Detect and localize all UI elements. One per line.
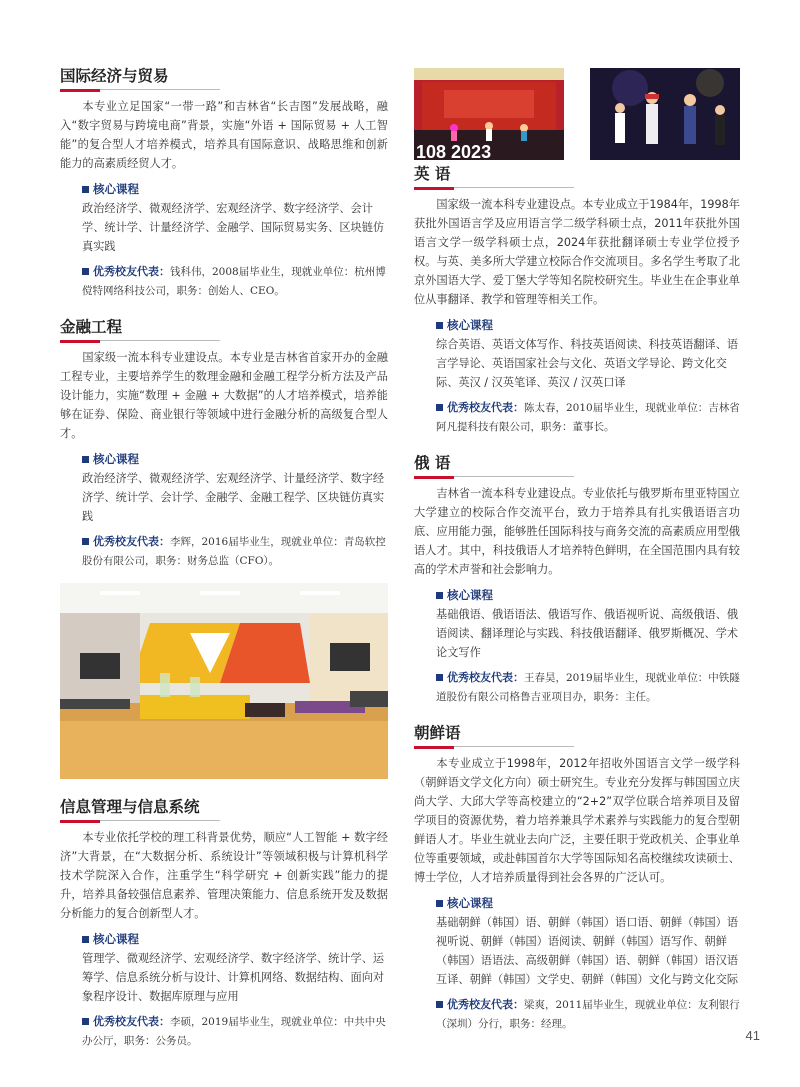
- page-number: 41: [745, 1028, 760, 1043]
- title-underline-accent: [414, 187, 454, 190]
- title-underline-accent: [60, 820, 100, 823]
- stage-banner-text: 108 2023: [416, 142, 492, 160]
- section-intro: 国家级一流本科专业建设点。本专业是吉林省首家开办的金融工程专业，主要培养学生的数理金融和金融工程学分析方法及产品设计能力，实施“数理 + 金融 + 大数据”的人才培养模式，培养能够在证券、保险、商业银行等领域中进行金融分析的高级复合型人才。: [60, 351, 388, 440]
- courses-heading: [436, 895, 740, 911]
- section-title-text: 英 语: [414, 165, 451, 183]
- courses-heading: [436, 317, 740, 333]
- square-bullet-icon: [82, 456, 89, 463]
- alumni-text: 李硕，2019届毕业生，现就业单位：中共中央办公厅，职务：公务员。: [82, 1016, 386, 1047]
- alumni-label: 优秀校友代表：: [93, 535, 170, 548]
- square-bullet-icon: [82, 186, 89, 193]
- alumni-text: 王春昊，2019届毕业生，现就业单位：中铁隧道股份有限公司格鲁吉亚项目办，职务：主任。: [436, 672, 740, 703]
- alumni-text: 李辉，2016届毕业生，现就业单位：青岛软控股份有限公司，职务：财务总监（CFO）。: [82, 536, 386, 567]
- courses-heading: [82, 451, 388, 467]
- title-underline-rule: [100, 340, 220, 341]
- square-bullet-icon: [436, 1001, 443, 1008]
- courses-list: 基础朝鲜（韩国）语、朝鲜（韩国）语口语、朝鲜（韩国）语视听说、朝鲜（韩国）语阅读、朝鲜（韩国）语写作、朝鲜（韩国）语语法、高级朝鲜（韩国）语、朝鲜（韩国）语汉语互译、朝鲜（韩国）文学史、朝鲜（韩国）文化与跨文化交际: [436, 916, 739, 986]
- alumni-line: [60, 1012, 388, 1051]
- title-underline-rule: [454, 187, 574, 188]
- section-intro: 国家级一流本科专业建设点。本专业成立于1984年，1998年获批外国语言学及应用语言学二级学科硕士点，2011年获批外国语言文学一级学科硕士点，2024年获批翻译硕士专业学位授予权。与英、美多所大学建立校际合作交流项目。多名学生考取了北京外国语大学、爱丁堡大学等知名院校研究生。毕业生在企事业单位从事翻译、教学和管理等相关工作。: [414, 198, 740, 306]
- section-intro: 吉林省一流本科专业建设点。专业依托与俄罗斯布里亚特国立大学建立的校际合作交流平台，致力于培养具有扎实俄语语言功底、应用能力强，能够胜任国际科技与商务交流的高素质应用型俄语人才。其中，科技俄语人才培养特色鲜明，在全国范围内具有较高的学术声誉和社会影响力。: [414, 487, 740, 576]
- square-bullet-icon: [436, 592, 443, 599]
- courses-heading: [82, 181, 388, 197]
- title-underline-rule: [100, 820, 220, 821]
- section-title: [414, 160, 454, 187]
- alumni-line: [414, 668, 740, 707]
- section-international-trade: [60, 64, 388, 301]
- courses-heading: [436, 587, 740, 603]
- section-title: [60, 795, 200, 820]
- courses-label: 核心课程: [447, 896, 493, 910]
- classroom-photo: [60, 583, 388, 779]
- courses-heading: [82, 931, 388, 947]
- courses-label: 核心课程: [93, 182, 139, 196]
- courses-list: 政治经济学、微观经济学、宏观经济学、数字经济学、会计学、统计学、计量经济学、金融学、国际贸易实务、区块链仿真实践: [82, 202, 385, 253]
- courses-label: 核心课程: [447, 318, 493, 332]
- section-title-text: 金融工程: [60, 318, 123, 336]
- section-title-text: 俄 语: [414, 454, 451, 472]
- title-underline-accent: [60, 89, 100, 92]
- alumni-label: 优秀校友代表：: [447, 401, 524, 414]
- alumni-label: 优秀校友代表：: [447, 998, 524, 1011]
- section-title: [60, 64, 169, 89]
- section-intro: 本专业立足国家“一带一路”和吉林省“长吉图”发展战略，融入“数字贸易与跨境电商”背景，实施“外语 + 国际贸易 + 人工智能”的复合型人才培养模式，培养具有国际意识、战略思维和创新能力的高素质经贸人才。: [60, 100, 388, 170]
- singers-photo: [590, 68, 740, 160]
- square-bullet-icon: [82, 1018, 89, 1025]
- title-underline-rule: [100, 89, 220, 90]
- alumni-label: 优秀校友代表：: [93, 265, 170, 278]
- courses-list: 基础俄语、俄语语法、俄语写作、俄语视听说、高级俄语、俄语阅读、翻译理论与实践、科技俄语翻译、俄罗斯概况、学术论文写作: [436, 608, 739, 659]
- section-intro: 本专业依托学校的理工科背景优势，顺应“人工智能 + 数字经济”大背景，在“大数据分析、系统设计”等领域积极与计算机科学技术学院深入合作，注重学生“科学研究 + 创新实践”能力的提升，培养具备较强信息素养、管理决策能力、信息系统开发及数据分析能力的复合创新型人才。: [60, 831, 388, 920]
- section-title: [414, 721, 461, 746]
- alumni-label: 优秀校友代表：: [93, 1015, 170, 1028]
- title-underline-accent: [414, 746, 454, 749]
- right-column: [414, 160, 740, 1034]
- section-intro: 本专业成立于1998年，2012年招收外国语言文学一级学科（朝鲜语文学文化方向）硕士研究生。专业充分发挥与韩国国立庆尚大学、大邱大学等高校建立的“2+2”双学位联合培养项目及留学项目的资源优势，着力培养兼具学术素养与实践能力的复合型朝鲜语人才。毕业生就业去向广泛，主要任职于党政机关、企事业单位等重要领域，或赴韩国首尔大学等国际知名高校继续攻读硕士、博士学位，人才培养质量得到社会各界的广泛认可。: [414, 757, 740, 884]
- section-title-text: 国际经济与贸易: [60, 67, 169, 85]
- title-underline-accent: [414, 476, 454, 479]
- courses-label: 核心课程: [93, 932, 139, 946]
- alumni-text: 梁爽，2011届毕业生，现就业单位：友利银行（深圳）分行，职务：经理。: [436, 999, 740, 1030]
- square-bullet-icon: [82, 538, 89, 545]
- square-bullet-icon: [436, 674, 443, 681]
- courses-list: 管理学、微观经济学、宏观经济学、数字经济学、统计学、运筹学、信息系统分析与设计、计算机网络、数据结构、面向对象程序设计、数据库原理与应用: [82, 952, 385, 1003]
- courses-label: 核心课程: [93, 452, 139, 466]
- section-title: [60, 315, 122, 340]
- courses-label: 核心课程: [447, 588, 493, 602]
- alumni-text: 钱科伟，2008届毕业生，现就业单位：杭州博傥特网络科技公司，职务：创始人、CEO。: [82, 266, 386, 297]
- title-underline-rule: [454, 476, 574, 477]
- square-bullet-icon: [82, 936, 89, 943]
- section-title: [414, 451, 450, 476]
- alumni-line: [414, 398, 740, 437]
- stage-performance-photo: [414, 68, 564, 160]
- section-financial-engineering: [60, 315, 388, 571]
- alumni-line: [60, 262, 388, 301]
- section-russian: [414, 451, 740, 707]
- alumni-line: [414, 995, 740, 1034]
- square-bullet-icon: [436, 900, 443, 907]
- section-title-text: 朝鲜语: [414, 724, 461, 742]
- title-underline-accent: [60, 340, 100, 343]
- courses-list: 政治经济学、微观经济学、宏观经济学、计量经济学、数字经济学、统计学、会计学、金融学、金融工程学、区块链仿真实践: [82, 472, 385, 523]
- section-english: [414, 160, 740, 437]
- section-korean: [414, 721, 740, 1034]
- alumni-line: [60, 532, 388, 571]
- square-bullet-icon: [436, 322, 443, 329]
- alumni-text: 陈太春，2010届毕业生，现就业单位：吉林省阿凡提科技有限公司，职务：董事长。: [436, 402, 740, 433]
- title-underline-rule: [454, 746, 574, 747]
- left-column: [60, 64, 388, 1051]
- section-title-text: 信息管理与信息系统: [60, 798, 200, 816]
- square-bullet-icon: [436, 404, 443, 411]
- square-bullet-icon: [82, 268, 89, 275]
- alumni-label: 优秀校友代表：: [447, 671, 524, 684]
- section-information-management: [60, 795, 388, 1051]
- courses-list: 综合英语、英语文体写作、科技英语阅读、科技英语翻译、语言学导论、英语国家社会与文化、英语文学导论、跨文化交际、英汉 / 汉英笔译、英汉 / 汉英口译: [436, 338, 739, 389]
